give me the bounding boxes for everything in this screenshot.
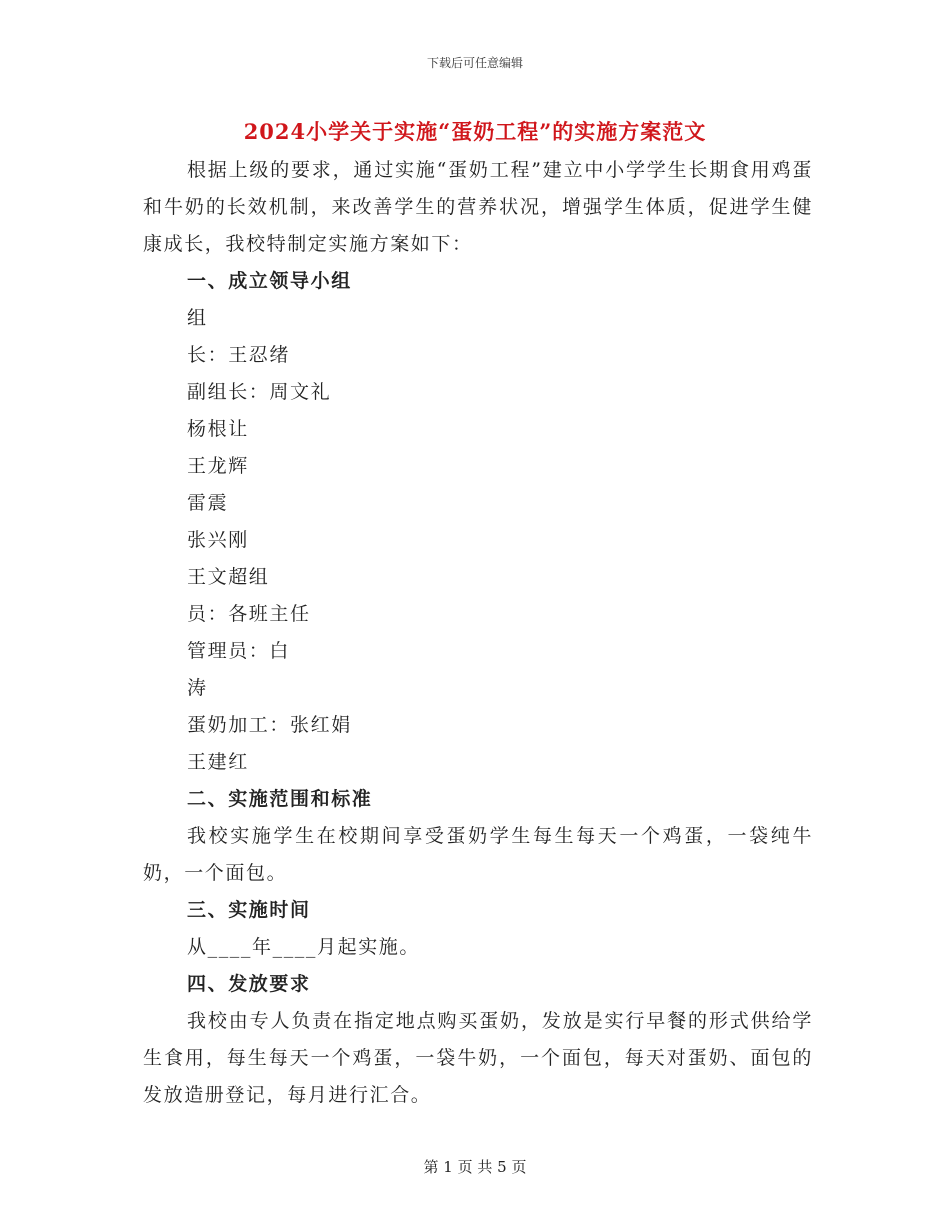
section-1-heading: 一、成立领导小组	[187, 270, 352, 292]
member-line: 王文超组	[187, 566, 270, 588]
document-body	[143, 152, 813, 1114]
member-line: 王龙辉	[187, 455, 249, 477]
member-line: 杨根让	[187, 418, 249, 440]
member-line: 员：各班主任	[187, 603, 311, 625]
member-line: 王建红	[187, 751, 249, 773]
header-note: 下载后可任意编辑	[426, 56, 523, 70]
member-line: 涛	[187, 677, 208, 699]
section-4-heading: 四、发放要求	[187, 973, 311, 995]
member-line: 长：王忍绪	[187, 344, 291, 366]
member-line: 副组长：周文礼	[187, 381, 332, 403]
member-line: 张兴刚	[187, 529, 249, 551]
member-line: 组	[187, 307, 208, 329]
member-line: 蛋奶加工：张红娟	[187, 714, 352, 736]
member-line: 雷震	[187, 492, 229, 514]
section-3-heading: 三、实施时间	[187, 899, 311, 921]
section-3-text: 从____年____月起实施。	[187, 936, 421, 958]
intro-paragraph: 根据上级的要求，通过实施“蛋奶工程”建立中小学学生长期食用鸡蛋和牛奶的长效机制，来改善学生的营养状况，增强学生体质，促进学生健康成长，我校特制定实施方案如下：	[143, 159, 813, 255]
section-4-paragraph: 我校由专人负责在指定地点购买蛋奶，发放是实行早餐的形式供给学生食用，每生每天一个鸡蛋，一袋牛奶，一个面包，每天对蛋奶、面包的发放造册登记，每月进行汇合。	[143, 1010, 813, 1106]
section-2-paragraph: 我校实施学生在校期间享受蛋奶学生每生每天一个鸡蛋，一袋纯牛奶，一个面包。	[143, 825, 813, 884]
section-2-heading: 二、实施范围和标准	[187, 788, 373, 810]
document-title: 2024小学关于实施“蛋奶工程”的实施方案范文	[243, 119, 707, 144]
member-line: 管理员：白	[187, 640, 291, 662]
page-footer: 第 1 页 共 5 页	[423, 1158, 527, 1176]
